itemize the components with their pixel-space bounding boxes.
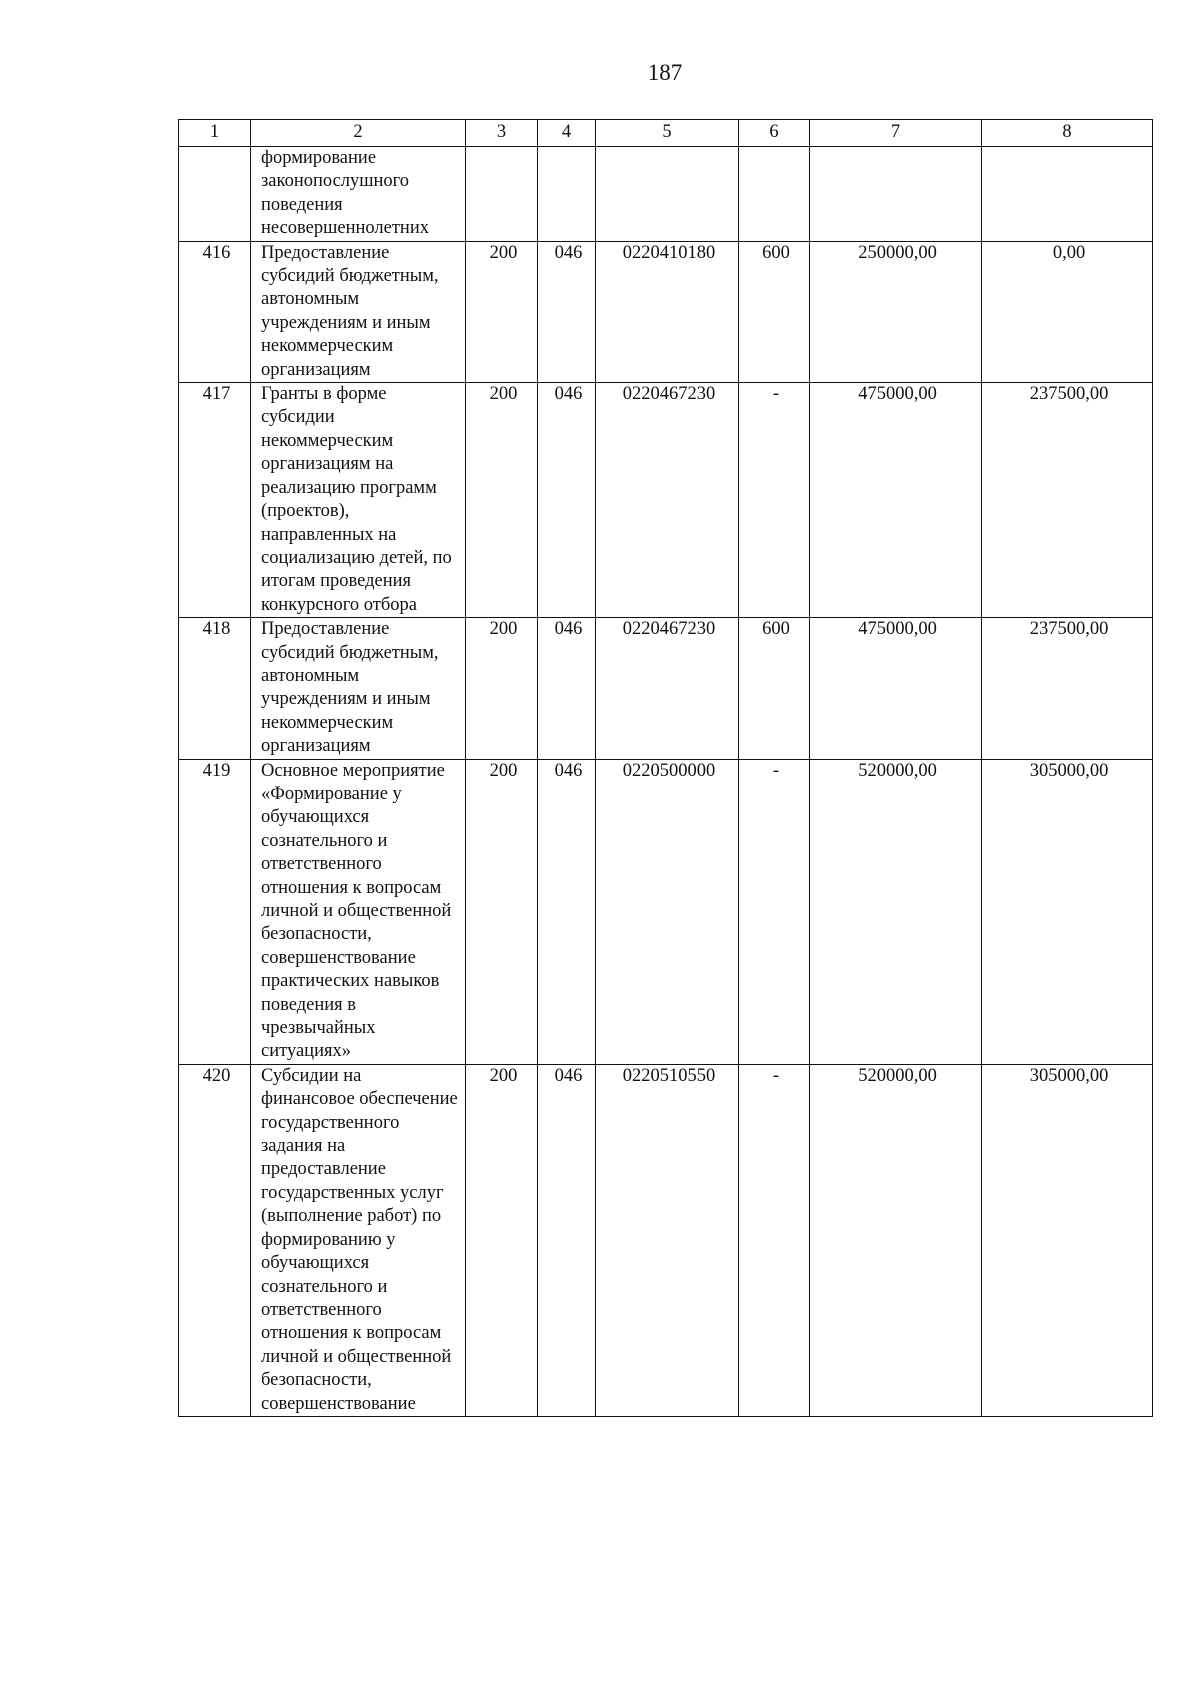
row-col6 [739, 147, 810, 242]
row-col5: 0220467230 [596, 618, 739, 759]
page-number: 187 [647, 60, 683, 85]
row-col6: - [739, 383, 810, 618]
table-row [179, 147, 1153, 242]
row-col7 [810, 147, 982, 242]
row-col3: 200 [466, 759, 538, 1064]
row-col3: 200 [466, 1064, 538, 1416]
row-col4: 046 [538, 618, 596, 759]
row-col8: 0,00 [982, 241, 1153, 382]
table-row [179, 618, 1153, 759]
row-col5: 0220500000 [596, 759, 739, 1064]
header-cell-5: 5 [596, 120, 739, 147]
row-col4: 046 [538, 759, 596, 1064]
row-col6: 600 [739, 241, 810, 382]
header-cell-8: 8 [982, 120, 1153, 147]
row-col8: 305000,00 [982, 1064, 1153, 1416]
row-col5 [596, 147, 739, 242]
header-cell-1: 1 [179, 120, 251, 147]
row-col3 [466, 147, 538, 242]
row-name: формирование законопослушного поведения несовершеннолетних [251, 147, 466, 242]
header-cell-7: 7 [810, 120, 982, 147]
row-col4 [538, 147, 596, 242]
row-number: 418 [179, 618, 251, 759]
table-row [179, 383, 1153, 618]
row-number: 420 [179, 1064, 251, 1416]
row-col7: 520000,00 [810, 1064, 982, 1416]
header-cell-4: 4 [538, 120, 596, 147]
row-col7: 250000,00 [810, 241, 982, 382]
row-col3: 200 [466, 383, 538, 618]
row-col4: 046 [538, 1064, 596, 1416]
header-cell-6: 6 [739, 120, 810, 147]
header-cell-3: 3 [466, 120, 538, 147]
row-name: Предоставление субсидий бюджетным, автономным учреждениям и иным некоммерческим организациям [251, 241, 466, 382]
row-col8: 237500,00 [982, 618, 1153, 759]
table-row [179, 1064, 1153, 1416]
row-col8 [982, 147, 1153, 242]
row-col6: 600 [739, 618, 810, 759]
row-col7: 520000,00 [810, 759, 982, 1064]
row-col8: 237500,00 [982, 383, 1153, 618]
row-col7: 475000,00 [810, 383, 982, 618]
row-name: Предоставление субсидий бюджетным, автономным учреждениям и иным некоммерческим организациям [251, 618, 466, 759]
row-number: 419 [179, 759, 251, 1064]
row-col7: 475000,00 [810, 618, 982, 759]
row-number: 416 [179, 241, 251, 382]
row-col4: 046 [538, 241, 596, 382]
header-cell-2: 2 [251, 120, 466, 147]
row-name: Основное мероприятие «Формирование у обучающихся сознательного и ответственного отношения к вопросам личной и общественной безопасности, совершенствование практических навыков поведения в чрезвычайных ситуациях» [251, 759, 466, 1064]
row-col6: - [739, 1064, 810, 1416]
row-number [179, 147, 251, 242]
row-col5: 0220410180 [596, 241, 739, 382]
table-row [179, 759, 1153, 1064]
budget-table [178, 119, 1153, 1417]
row-col5: 0220467230 [596, 383, 739, 618]
row-number: 417 [179, 383, 251, 618]
row-col8: 305000,00 [982, 759, 1153, 1064]
row-col3: 200 [466, 618, 538, 759]
row-name: Субсидии на финансовое обеспечение государственного задания на предоставление государственных услуг (выполнение работ) по формированию у обучающихся сознательного и ответственного отношения к вопросам личной и общественной безопасности, совершенствование [251, 1064, 466, 1416]
table-row [179, 241, 1153, 382]
row-col6: - [739, 759, 810, 1064]
table-header-row [179, 120, 1153, 147]
row-col4: 046 [538, 383, 596, 618]
row-col5: 0220510550 [596, 1064, 739, 1416]
row-col3: 200 [466, 241, 538, 382]
row-name: Гранты в форме субсидии некоммерческим организациям на реализацию программ (проектов), направленных на социализацию детей, по итогам проведения конкурсного отбора [251, 383, 466, 618]
